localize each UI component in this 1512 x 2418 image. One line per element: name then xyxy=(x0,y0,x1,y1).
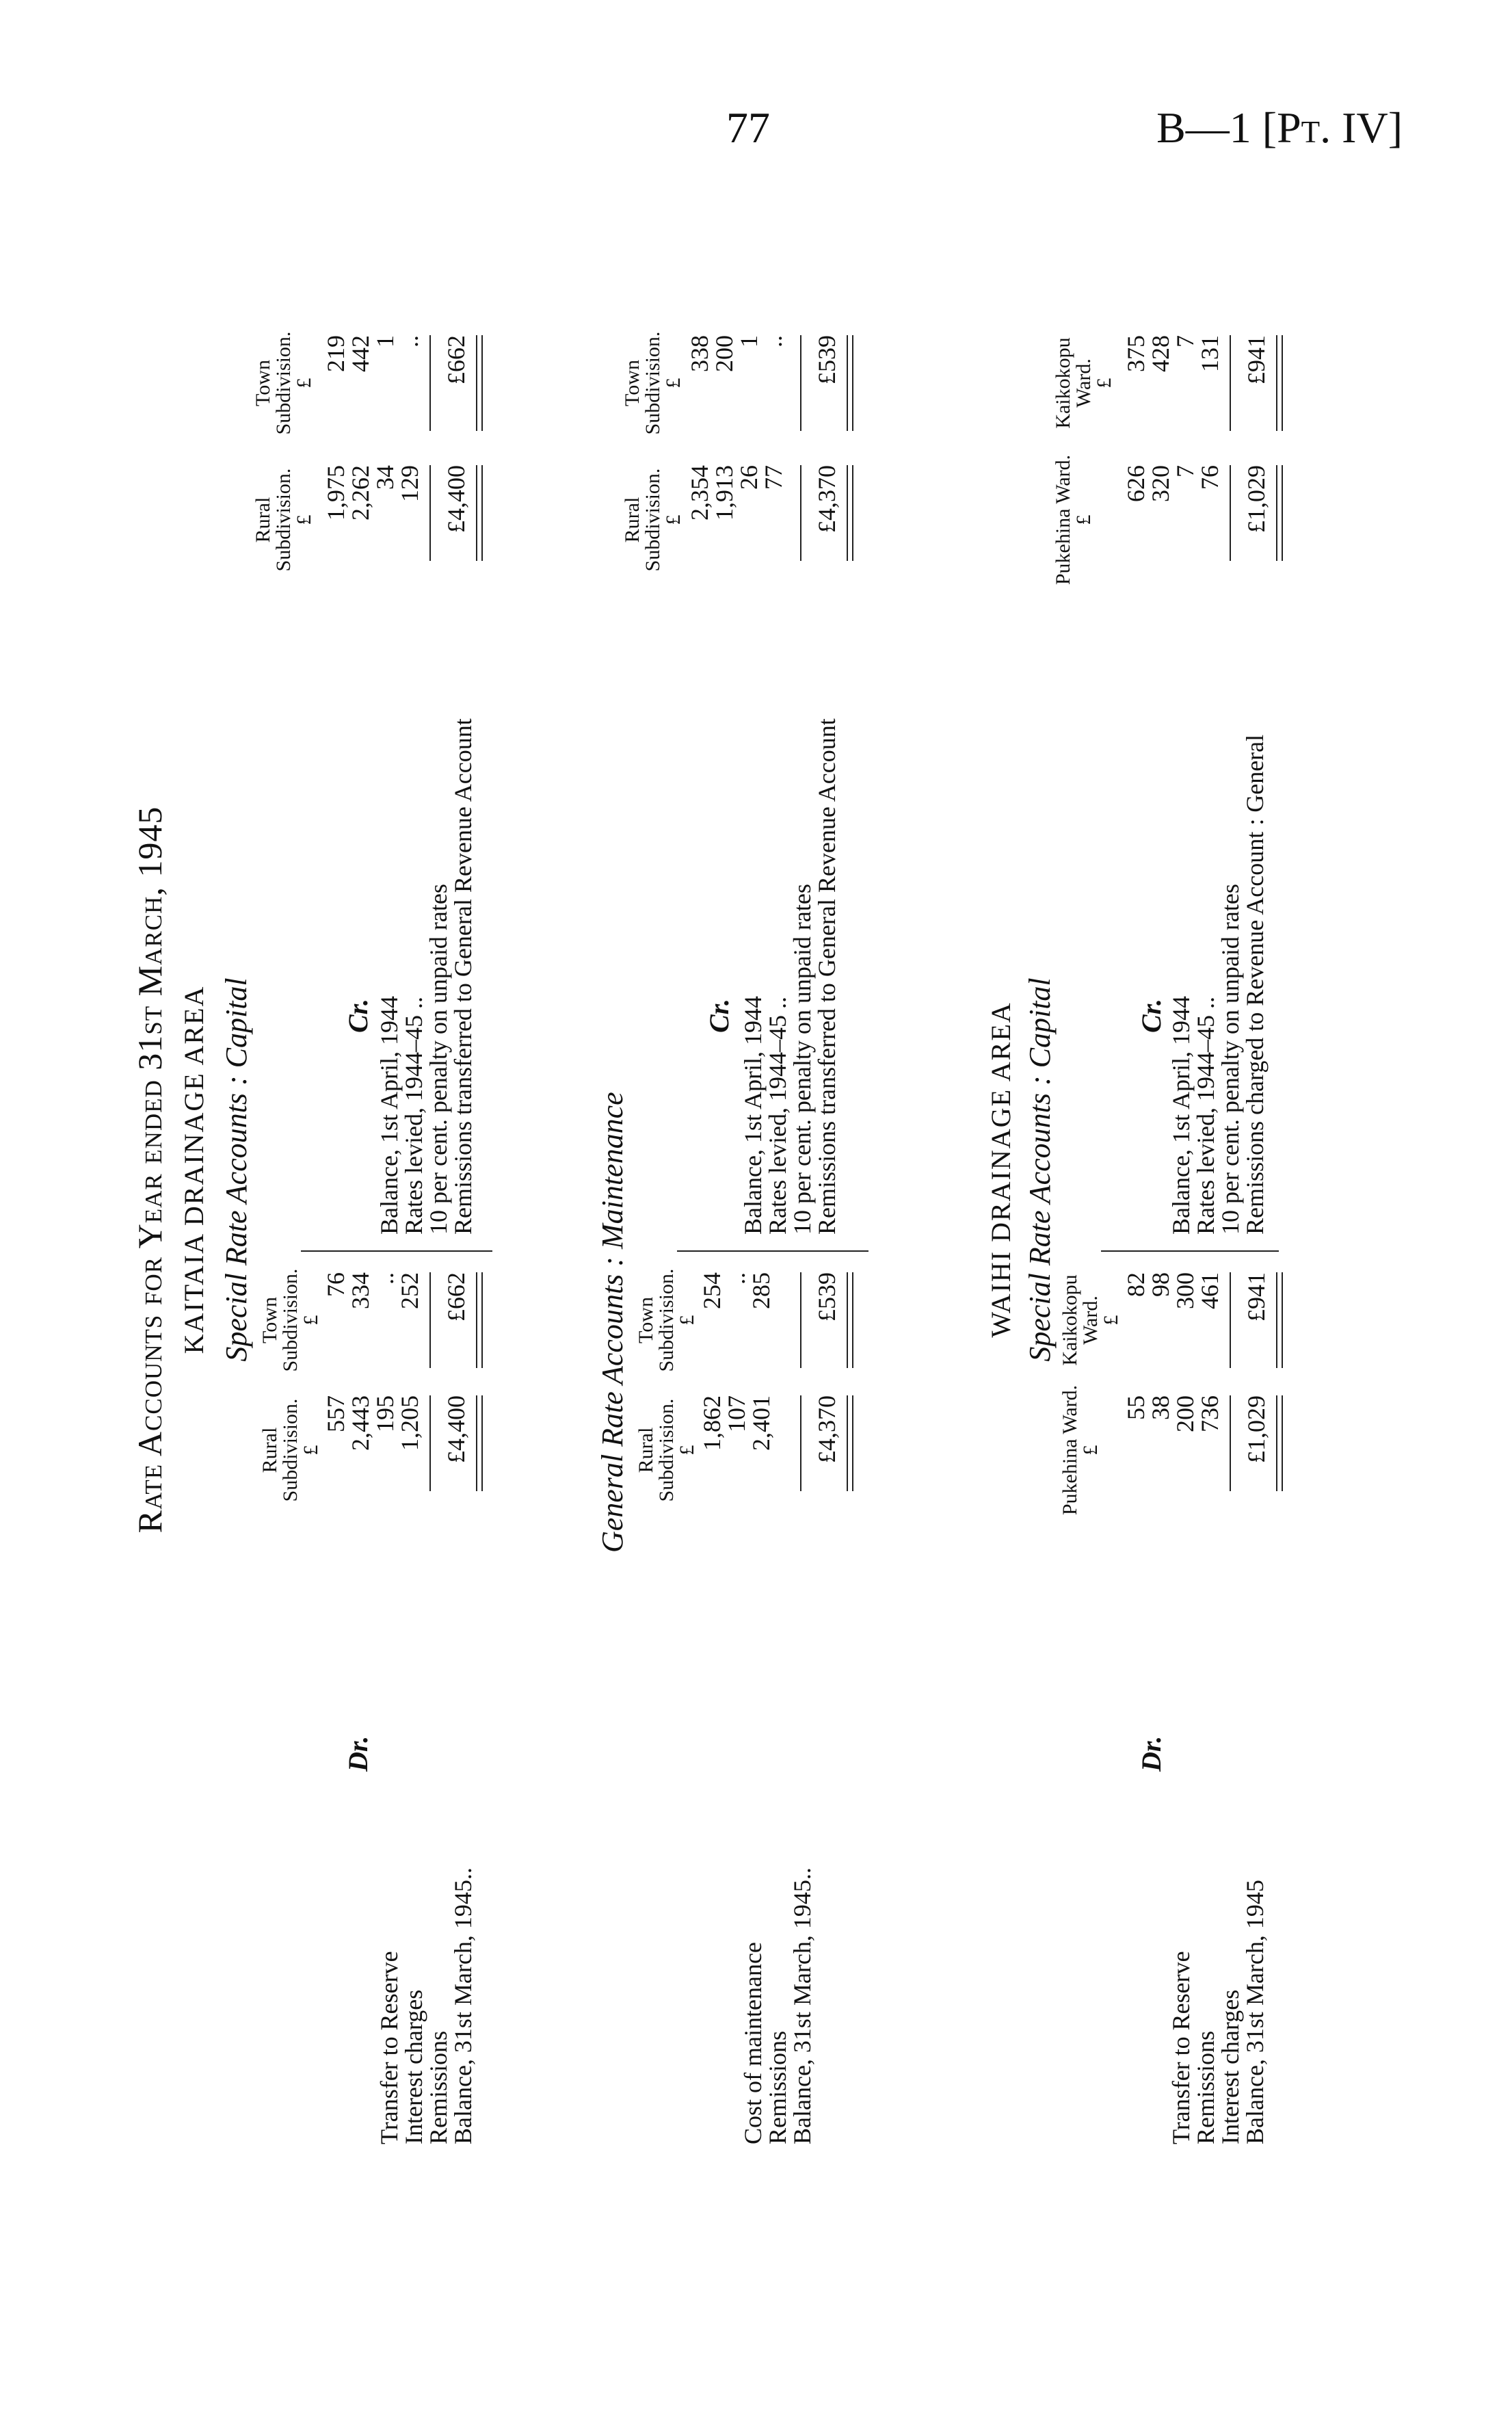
cr-amount-pukehina: 320 xyxy=(1147,465,1174,502)
dr-amount-kaikokopu: 461 xyxy=(1196,1272,1223,1309)
dr-row-label: Interest charges xyxy=(1217,1989,1244,2144)
cr-total-town: £662 xyxy=(442,335,470,384)
col-head-town: Town Subdivision. £ xyxy=(621,331,685,435)
col-head-town: Town Subdivision. £ xyxy=(258,1268,322,1372)
dr-row-label: Cost of maintenance xyxy=(739,1942,767,2144)
cr-amount-rural: 1,913 xyxy=(711,465,738,521)
cr-amount-kaikokopu: 131 xyxy=(1196,335,1223,372)
dr-row-label: Interest charges xyxy=(400,1989,427,2144)
dr-amount-pukehina: 38 xyxy=(1147,1395,1174,1420)
page-reference: B—1 [Pt. IV] xyxy=(1156,103,1403,152)
dr-amount-town: 334 xyxy=(347,1272,374,1309)
dr-amount-rural: 195 xyxy=(371,1395,399,1432)
dr-amount-pukehina: 736 xyxy=(1196,1395,1223,1432)
cr-total-town: £539 xyxy=(813,335,840,384)
total-rule xyxy=(476,1395,483,1491)
dr-cr-divider xyxy=(677,1250,868,1252)
cr-amount-kaikokopu: 375 xyxy=(1122,335,1150,372)
dr-amount-pukehina: 200 xyxy=(1171,1395,1199,1432)
waihi-area-title: WAIHI DRAINAGE AREA xyxy=(985,1001,1016,1338)
cr-row-label: 10 per cent. penalty on unpaid rates xyxy=(1217,884,1244,1235)
cr-heading: Cr. xyxy=(1136,998,1167,1033)
cr-total-pukehina: £1,029 xyxy=(1243,465,1270,533)
cr-row-label: Balance, 1st April, 1944 xyxy=(1167,996,1195,1235)
col-head-kaikokopu: Kaikokopu Ward. £ xyxy=(1052,337,1115,429)
subtotal-rule xyxy=(429,335,431,431)
cr-amount-pukehina: 76 xyxy=(1196,465,1223,490)
dr-amount-town: 76 xyxy=(322,1272,349,1297)
dr-amount-rural: 2,401 xyxy=(747,1395,775,1451)
subtotal-rule xyxy=(800,335,801,431)
cr-amount-rural: 26 xyxy=(735,465,762,490)
col-head-pukehina: Pukehina Ward. £ xyxy=(1059,1384,1102,1516)
dr-amount-rural: 107 xyxy=(723,1395,750,1432)
dr-amount-rural: 557 xyxy=(322,1395,349,1432)
dr-heading: Dr. xyxy=(1136,1735,1167,1772)
col-head-town: Town Subdivision. £ xyxy=(252,331,315,435)
total-rule xyxy=(1276,1395,1283,1491)
cr-row-label: Rates levied, 1944–45 .. xyxy=(400,997,427,1235)
page-number: 77 xyxy=(726,103,770,152)
cr-row-label: Remissions charged to Revenue Account : General xyxy=(1241,734,1269,1235)
cr-amount-rural: 129 xyxy=(396,465,423,502)
subtotal-rule xyxy=(800,1395,801,1491)
dr-row-label: Remissions xyxy=(764,2030,791,2144)
cr-amount-town: 442 xyxy=(347,335,374,372)
dr-amount-rural: 1,205 xyxy=(396,1395,423,1451)
kaitaia-general-heading: General Rate Accounts : Maintenance xyxy=(596,1092,629,1553)
subtotal-rule xyxy=(1230,465,1231,561)
dr-total-town: £539 xyxy=(813,1272,840,1322)
cr-amount-town: 200 xyxy=(711,335,738,372)
dr-total-rural: £4,400 xyxy=(442,1395,470,1463)
subtotal-rule xyxy=(1230,1395,1231,1491)
cr-row-label: 10 per cent. penalty on unpaid rates xyxy=(788,884,816,1235)
cr-amount-rural: 34 xyxy=(371,465,399,490)
cr-amount-rural: 77 xyxy=(760,465,787,490)
dr-amount-rural: 1,862 xyxy=(698,1395,726,1451)
dr-amount-town: .. xyxy=(723,1272,750,1285)
dr-amount-rural: 2,443 xyxy=(347,1395,374,1451)
total-rule xyxy=(847,1272,853,1368)
waihi-special-subtitle: Special Rate Accounts : Capital xyxy=(1023,977,1057,1362)
dr-amount-kaikokopu: 98 xyxy=(1147,1272,1174,1297)
col-head-rural: Rural Subdivision. £ xyxy=(621,468,685,572)
dr-amount-town: 252 xyxy=(396,1272,423,1309)
dr-row-label: Balance, 31st March, 1945 xyxy=(1241,1880,1269,2144)
kaitaia-special-subtitle: Special Rate Accounts : Capital xyxy=(220,977,253,1362)
subtotal-rule xyxy=(1230,335,1231,431)
total-rule xyxy=(1276,335,1283,431)
subtotal-rule xyxy=(800,465,801,561)
cr-amount-town: 1 xyxy=(735,335,762,347)
cr-row-label: Remissions transferred to General Revenue Account xyxy=(449,718,477,1235)
total-rule xyxy=(1276,465,1283,561)
dr-amount-kaikokopu: 82 xyxy=(1122,1272,1150,1297)
dr-row-label: Balance, 31st March, 1945.. xyxy=(449,1867,477,2144)
total-rule xyxy=(476,1272,483,1368)
dr-total-kaikokopu: £941 xyxy=(1243,1272,1270,1322)
dr-total-rural: £4,370 xyxy=(813,1395,840,1463)
dr-amount-town: 285 xyxy=(747,1272,775,1309)
dr-row-label: Transfer to Reserve xyxy=(1167,1951,1195,2144)
rotated-content xyxy=(103,185,1320,2155)
cr-row-label: Balance, 1st April, 1944 xyxy=(739,996,767,1235)
cr-heading: Cr. xyxy=(704,998,734,1033)
cr-amount-town: 338 xyxy=(686,335,713,372)
cr-amount-kaikokopu: 428 xyxy=(1147,335,1174,372)
cr-row-label: 10 per cent. penalty on unpaid rates xyxy=(425,884,452,1235)
cr-total-rural: £4,400 xyxy=(442,465,470,533)
total-rule xyxy=(847,465,853,561)
dr-amount-town: 254 xyxy=(698,1272,726,1309)
cr-amount-pukehina: 626 xyxy=(1122,465,1150,502)
col-head-kaikokopu: Kaikokopu Ward. £ xyxy=(1059,1274,1122,1366)
dr-amount-town: .. xyxy=(371,1272,399,1285)
col-head-rural: Rural Subdivision. £ xyxy=(252,468,315,572)
col-head-town: Town Subdivision. £ xyxy=(635,1268,698,1372)
cr-row-label: Rates levied, 1944–45 .. xyxy=(1192,997,1219,1235)
total-rule xyxy=(847,335,853,431)
cr-total-kaikokopu: £941 xyxy=(1243,335,1270,384)
cr-amount-kaikokopu: 7 xyxy=(1171,335,1199,347)
dr-heading: Dr. xyxy=(343,1735,373,1772)
subtotal-rule xyxy=(429,1272,431,1368)
subtotal-rule xyxy=(800,1272,801,1368)
cr-amount-town: .. xyxy=(760,335,787,347)
cr-amount-town: 219 xyxy=(322,335,349,372)
dr-total-pukehina: £1,029 xyxy=(1243,1395,1270,1463)
page-header xyxy=(0,103,1512,164)
kaitaia-area-title: KAITAIA DRAINAGE AREA xyxy=(178,985,209,1354)
dr-cr-divider xyxy=(301,1250,492,1252)
dr-row-label: Remissions xyxy=(1192,2030,1219,2144)
cr-total-rural: £4,370 xyxy=(813,465,840,533)
cr-amount-town: .. xyxy=(396,335,423,347)
dr-total-town: £662 xyxy=(442,1272,470,1322)
dr-row-label: Remissions xyxy=(425,2030,452,2144)
dr-row-label: Transfer to Reserve xyxy=(375,1951,403,2144)
cr-row-label: Remissions transferred to General Revenue Account xyxy=(813,718,840,1235)
dr-row-label: Balance, 31st March, 1945.. xyxy=(788,1867,816,2144)
total-rule xyxy=(1276,1272,1283,1368)
subtotal-rule xyxy=(429,465,431,561)
total-rule xyxy=(847,1395,853,1491)
total-rule xyxy=(476,335,483,431)
cr-amount-rural: 2,354 xyxy=(686,465,713,521)
dr-amount-kaikokopu: 300 xyxy=(1171,1272,1199,1309)
cr-amount-pukehina: 7 xyxy=(1171,465,1199,477)
dr-cr-divider xyxy=(1101,1250,1279,1252)
cr-heading: Cr. xyxy=(343,998,373,1033)
cr-amount-town: 1 xyxy=(371,335,399,347)
subtotal-rule xyxy=(1230,1272,1231,1368)
total-rule xyxy=(476,465,483,561)
col-head-rural: Rural Subdivision. £ xyxy=(258,1398,322,1502)
cr-amount-rural: 1,975 xyxy=(322,465,349,521)
cr-row-label: Balance, 1st April, 1944 xyxy=(375,996,403,1235)
col-head-pukehina: Pukehina Ward. £ xyxy=(1052,454,1095,586)
cr-row-label: Rates levied, 1944–45 .. xyxy=(764,997,791,1235)
document-title: Rate Accounts for Year ended 31st March, 1945 xyxy=(131,806,169,1534)
subtotal-rule xyxy=(429,1395,431,1491)
col-head-rural: Rural Subdivision. £ xyxy=(635,1398,698,1502)
dr-amount-pukehina: 55 xyxy=(1122,1395,1150,1420)
cr-amount-rural: 2,262 xyxy=(347,465,374,521)
